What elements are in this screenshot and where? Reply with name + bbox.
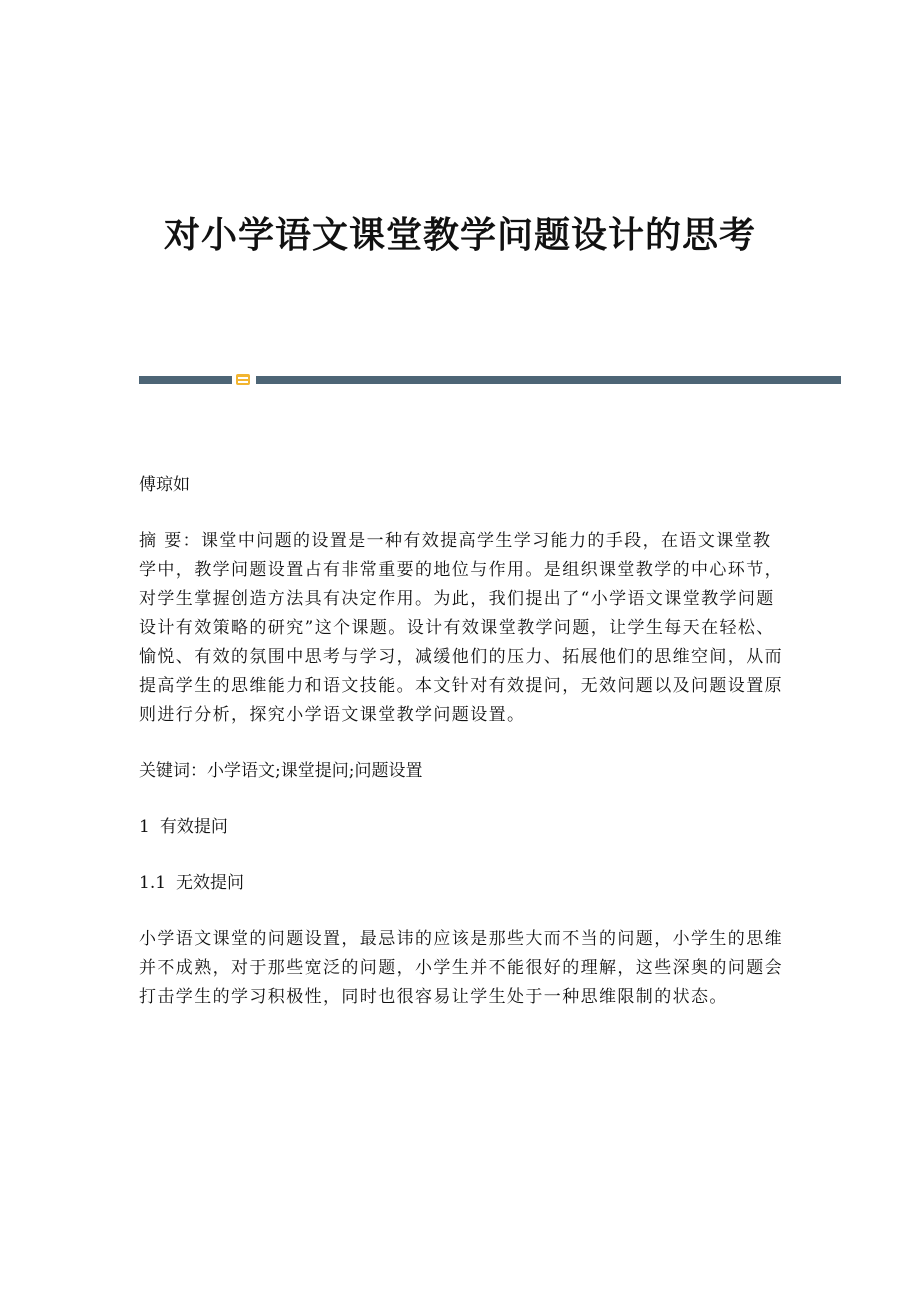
- divider-ornament-icon: [236, 374, 250, 385]
- keywords-text: 小学语文;课堂提问;问题设置: [207, 761, 423, 781]
- body-paragraph: 小学语文课堂的问题设置，最忌讳的应该是那些大而不当的问题，小学生的思维并不成熟，对于那些宽泛的问题，小学生并不能很好的理解，这些深奥的问题会打击学生的学习积极性，同时也很容易让学生处于一种思维限制的状态。: [139, 929, 783, 1007]
- author-name: 傅琼如: [139, 475, 190, 495]
- abstract-label: 摘 要：: [139, 531, 202, 551]
- keywords-label: 关键词：: [139, 761, 207, 781]
- section-heading-1: [139, 813, 789, 842]
- section-heading-1-1: [139, 869, 789, 898]
- abstract: [139, 527, 789, 730]
- divider-bar-right: [256, 376, 841, 384]
- document-title: 对小学语文课堂教学问题设计的思考: [163, 215, 756, 256]
- title-divider: [139, 373, 841, 387]
- document-body: [139, 471, 789, 1012]
- subsection-number: 1.1: [139, 873, 167, 893]
- abstract-text: 课堂中问题的设置是一种有效提高学生学习能力的手段，在语文课堂教学中，教学问题设置占有非常重要的地位与作用。是组织课堂教学的中心环节，对学生掌握创造方法具有决定作用。为此，我们提出了“小学语文课堂教学问题设计有效策略的研究”这个课题。设计有效课堂教学问题，让学生每天在轻松、愉悦、有效的氛围中思考与学习，减缓他们的压力、拓展他们的思维空间，从而提高学生的思维能力和语文技能。本文针对有效提问，无效问题以及问题设置原则进行分析，探究小学语文课堂教学问题设置。: [139, 531, 783, 725]
- divider-bar-left: [139, 376, 232, 384]
- section-number: 1: [139, 817, 150, 837]
- subsection-title: 无效提问: [176, 873, 245, 893]
- section-title: 有效提问: [159, 817, 228, 837]
- keywords: [139, 757, 789, 786]
